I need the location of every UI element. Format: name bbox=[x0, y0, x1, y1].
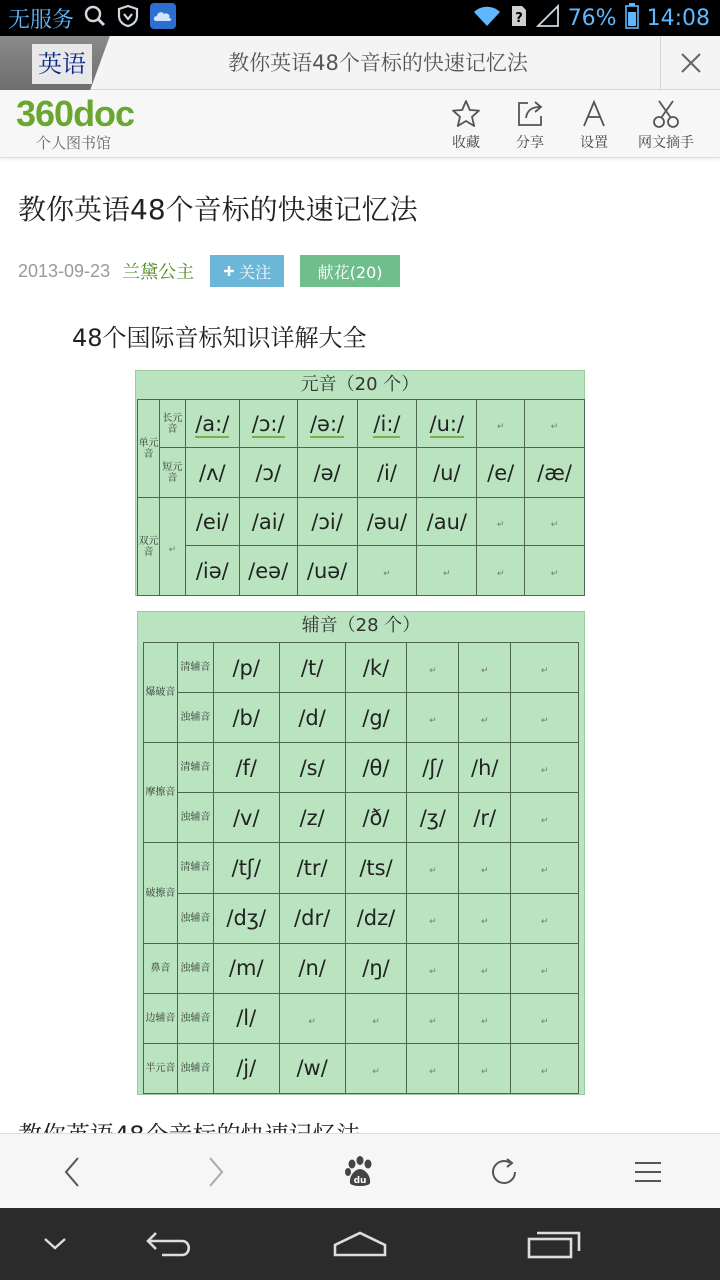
tab-chip[interactable] bbox=[0, 36, 96, 90]
shield-icon bbox=[116, 4, 140, 32]
empty-cell bbox=[407, 943, 459, 993]
baidu-paw-icon bbox=[343, 1155, 377, 1189]
vowel-symbol: /eə/ bbox=[239, 546, 297, 596]
consonant-symbol: /ʃ/ bbox=[407, 743, 459, 793]
vowel-symbol bbox=[297, 400, 357, 448]
vowel-symbol: /ɔ/ bbox=[239, 448, 297, 498]
font-a-icon bbox=[578, 98, 610, 130]
consonant-row bbox=[144, 943, 579, 993]
consonant-chart-caption: 辅音（28 个） bbox=[301, 615, 421, 636]
nav-home-button[interactable] bbox=[320, 1208, 400, 1280]
empty-cell bbox=[477, 400, 525, 448]
site-logo[interactable] bbox=[16, 94, 134, 152]
consonant-symbol: /tʃ/ bbox=[213, 843, 279, 893]
empty-cell bbox=[407, 843, 459, 893]
empty-cell bbox=[525, 498, 585, 546]
vowel-symbol-text: /ə:/ bbox=[309, 411, 345, 436]
consonant-row bbox=[144, 743, 579, 793]
tab-close-button[interactable] bbox=[660, 36, 720, 90]
empty-cell bbox=[525, 546, 585, 596]
vowel-symbol: /iə/ bbox=[185, 546, 239, 596]
empty-cell bbox=[511, 893, 579, 943]
consonant-symbol: /n/ bbox=[279, 943, 345, 993]
consonant-symbol: /l/ bbox=[213, 993, 279, 1043]
consonant-symbol: /dʒ/ bbox=[213, 893, 279, 943]
empty-cell bbox=[511, 643, 579, 693]
consonant-symbol: /b/ bbox=[213, 693, 279, 743]
consonant-voicing-label: 浊辅音 bbox=[177, 793, 213, 843]
cloud-app-icon bbox=[150, 3, 176, 33]
back-arrow-icon bbox=[144, 1229, 196, 1259]
article-meta bbox=[18, 255, 400, 287]
home-icon bbox=[332, 1229, 388, 1259]
empty-cell bbox=[407, 1043, 459, 1093]
vowel-chart bbox=[135, 370, 585, 596]
consonant-symbol: /θ/ bbox=[345, 743, 407, 793]
long-vowel-label: 长元音 bbox=[159, 400, 185, 448]
consonant-voicing-label: 浊辅音 bbox=[177, 693, 213, 743]
empty-cell bbox=[459, 1043, 511, 1093]
vowel-symbol: /əu/ bbox=[357, 498, 417, 546]
battery-percent: 76% bbox=[567, 5, 617, 31]
chevron-right-icon bbox=[206, 1156, 226, 1188]
status-left bbox=[8, 0, 176, 36]
refresh-button[interactable] bbox=[432, 1134, 576, 1209]
svg-text:du: du bbox=[353, 1175, 367, 1186]
plus-icon bbox=[223, 265, 235, 277]
close-icon bbox=[680, 52, 702, 74]
consonant-group-label: 破擦音 bbox=[144, 843, 178, 943]
scissors-icon bbox=[650, 98, 682, 130]
battery-icon bbox=[625, 3, 639, 33]
status-bar bbox=[0, 0, 720, 36]
consonant-symbol: /dr/ bbox=[279, 893, 345, 943]
consonant-symbol: /ð/ bbox=[345, 793, 407, 843]
vowel-symbol bbox=[357, 400, 417, 448]
empty-cell bbox=[511, 843, 579, 893]
consonant-symbol: /dz/ bbox=[345, 893, 407, 943]
vowel-symbol: /ɔi/ bbox=[297, 498, 357, 546]
vowel-table bbox=[137, 399, 585, 596]
tab-title[interactable]: 教你英语48个音标的快速记忆法 bbox=[228, 51, 528, 75]
consonant-row bbox=[144, 893, 579, 943]
consonant-voicing-label: 清辅音 bbox=[177, 643, 213, 693]
consonant-symbol: /ts/ bbox=[345, 843, 407, 893]
consonant-symbol: /k/ bbox=[345, 643, 407, 693]
consonant-symbol: /j/ bbox=[213, 1043, 279, 1093]
nav-back-button[interactable] bbox=[130, 1208, 210, 1280]
hide-keyboard-button[interactable] bbox=[30, 1208, 80, 1280]
empty-cell bbox=[407, 893, 459, 943]
refresh-icon bbox=[488, 1156, 520, 1188]
empty-cell bbox=[459, 843, 511, 893]
consonant-row bbox=[144, 1043, 579, 1093]
consonant-symbol: /ŋ/ bbox=[345, 943, 407, 993]
consonant-voicing-label: 清辅音 bbox=[177, 743, 213, 793]
settings-label: 设置 bbox=[580, 135, 608, 151]
consonant-symbol: /tr/ bbox=[279, 843, 345, 893]
nav-recents-button[interactable] bbox=[514, 1208, 594, 1280]
vowel-symbol: /au/ bbox=[417, 498, 477, 546]
empty-cell bbox=[459, 943, 511, 993]
vowel-symbol bbox=[417, 400, 477, 448]
empty-cell bbox=[477, 546, 525, 596]
vowel-symbol-text: /ɔ:/ bbox=[251, 411, 285, 436]
site-header bbox=[0, 90, 720, 158]
vowel-symbol: /e/ bbox=[477, 448, 525, 498]
empty-cell bbox=[417, 546, 477, 596]
vowel-symbol: /i/ bbox=[357, 448, 417, 498]
consonant-row bbox=[144, 993, 579, 1043]
vowel-symbol: /æ/ bbox=[525, 448, 585, 498]
follow-label: 关注 bbox=[239, 262, 272, 282]
consonant-group-label: 爆破音 bbox=[144, 643, 178, 743]
share-label: 分享 bbox=[516, 135, 544, 151]
empty-cell bbox=[345, 993, 407, 1043]
vowel-symbol-text: /a:/ bbox=[195, 411, 230, 436]
article-title: 教你英语48个音标的快速记忆法 bbox=[18, 193, 418, 226]
consonant-row bbox=[144, 643, 579, 693]
consonant-symbol: /f/ bbox=[213, 743, 279, 793]
consonant-symbol: /v/ bbox=[213, 793, 279, 843]
clip-label: 网文摘手 bbox=[638, 135, 694, 151]
consonant-group-label: 半元音 bbox=[144, 1043, 178, 1093]
empty-cell bbox=[511, 743, 579, 793]
empty-cell bbox=[525, 400, 585, 448]
empty-cell bbox=[459, 693, 511, 743]
clip-button[interactable] bbox=[626, 94, 706, 154]
empty-cell bbox=[511, 693, 579, 743]
favorite-button[interactable] bbox=[434, 94, 498, 154]
consonant-group-label: 边辅音 bbox=[144, 993, 178, 1043]
system-nav-bar bbox=[0, 1208, 720, 1280]
empty-cell bbox=[511, 1043, 579, 1093]
share-button[interactable] bbox=[498, 94, 562, 154]
consonant-symbol: /r/ bbox=[459, 793, 511, 843]
consonant-symbol: /h/ bbox=[459, 743, 511, 793]
vowel-symbol-text: /i:/ bbox=[373, 411, 401, 436]
empty-cell bbox=[345, 1043, 407, 1093]
back-button[interactable] bbox=[0, 1134, 144, 1209]
follow-button[interactable] bbox=[210, 255, 284, 287]
logo-subtitle: 个人图书馆 bbox=[36, 134, 112, 152]
browser-tab-bar bbox=[0, 36, 720, 90]
wifi-icon bbox=[472, 4, 502, 32]
empty-cell bbox=[407, 693, 459, 743]
single-vowel-label: 单元音 bbox=[138, 400, 160, 498]
empty-cell bbox=[279, 993, 345, 1043]
vowel-symbol bbox=[239, 400, 297, 448]
vowel-symbol: /u/ bbox=[417, 448, 477, 498]
vowel-symbol: /ʌ/ bbox=[185, 448, 239, 498]
consonant-voicing-label: 清辅音 bbox=[177, 843, 213, 893]
consonant-symbol: /m/ bbox=[213, 943, 279, 993]
tab-chip-label: 英语 bbox=[32, 44, 92, 84]
vowel-symbol bbox=[185, 400, 239, 448]
chevron-left-icon bbox=[62, 1156, 82, 1188]
article-date: 2013-09-23 bbox=[18, 260, 111, 281]
empty-cell bbox=[459, 993, 511, 1043]
vowel-symbol-text: /u:/ bbox=[429, 411, 465, 436]
consonant-symbol: /s/ bbox=[279, 743, 345, 793]
svg-text:?: ? bbox=[514, 11, 523, 26]
consonant-table bbox=[143, 642, 579, 1094]
empty-cell bbox=[459, 643, 511, 693]
carrier-text: 无服务 bbox=[8, 7, 75, 33]
consonant-symbol: /p/ bbox=[213, 643, 279, 693]
empty-cell bbox=[357, 546, 417, 596]
consonant-chart bbox=[137, 611, 585, 1095]
consonant-voicing-label: 浊辅音 bbox=[177, 893, 213, 943]
menu-button[interactable] bbox=[576, 1134, 720, 1209]
article-content bbox=[0, 158, 720, 1133]
article-author[interactable]: 兰黛公主 bbox=[122, 262, 195, 283]
clock: 14:08 bbox=[646, 5, 710, 31]
browser-toolbar bbox=[0, 1133, 720, 1208]
empty-cell bbox=[459, 893, 511, 943]
consonant-row bbox=[144, 843, 579, 893]
consonant-symbol: /w/ bbox=[279, 1043, 345, 1093]
empty-cell bbox=[511, 993, 579, 1043]
sim-unknown-icon bbox=[510, 4, 528, 32]
vowel-symbol: /ai/ bbox=[239, 498, 297, 546]
consonant-voicing-label: 浊辅音 bbox=[177, 943, 213, 993]
recents-icon bbox=[527, 1229, 581, 1259]
chevron-down-icon bbox=[43, 1236, 67, 1252]
favorite-label: 收藏 bbox=[452, 135, 480, 151]
star-icon bbox=[450, 98, 482, 130]
consonant-symbol: /ʒ/ bbox=[407, 793, 459, 843]
settings-button[interactable] bbox=[562, 94, 626, 154]
double-vowel-label: 双元音 bbox=[138, 498, 160, 596]
short-vowel-label: 短元音 bbox=[159, 448, 185, 498]
empty-cell bbox=[511, 793, 579, 843]
vowel-symbol: /ə/ bbox=[297, 448, 357, 498]
consonant-symbol: /t/ bbox=[279, 643, 345, 693]
consonant-group-label: 鼻音 bbox=[144, 943, 178, 993]
logo-text: 360doc bbox=[16, 93, 135, 134]
consonant-row bbox=[144, 693, 579, 743]
vowel-symbol: /uə/ bbox=[297, 546, 357, 596]
empty-cell bbox=[407, 643, 459, 693]
empty-cell bbox=[159, 498, 185, 596]
home-button[interactable] bbox=[288, 1134, 432, 1209]
search-icon bbox=[84, 5, 106, 31]
flower-button[interactable]: 献花(20) bbox=[300, 255, 400, 287]
consonant-symbol: /d/ bbox=[279, 693, 345, 743]
hamburger-menu-icon bbox=[634, 1160, 662, 1184]
header-actions bbox=[434, 94, 706, 154]
forward-button[interactable] bbox=[144, 1134, 288, 1209]
status-right bbox=[472, 0, 710, 36]
vowel-symbol: /ei/ bbox=[185, 498, 239, 546]
share-icon bbox=[514, 98, 546, 130]
vowel-chart-caption: 元音（20 个） bbox=[300, 374, 420, 395]
empty-cell bbox=[407, 993, 459, 1043]
consonant-row bbox=[144, 793, 579, 843]
consonant-group-label: 摩擦音 bbox=[144, 743, 178, 843]
consonant-symbol: /g/ bbox=[345, 693, 407, 743]
article-subtitle: 48个国际音标知识详解大全 bbox=[72, 324, 367, 352]
consonant-symbol: /z/ bbox=[279, 793, 345, 843]
consonant-voicing-label: 浊辅音 bbox=[177, 1043, 213, 1093]
empty-cell bbox=[477, 498, 525, 546]
empty-cell bbox=[511, 943, 579, 993]
signal-icon bbox=[536, 4, 560, 32]
consonant-voicing-label: 浊辅音 bbox=[177, 993, 213, 1043]
